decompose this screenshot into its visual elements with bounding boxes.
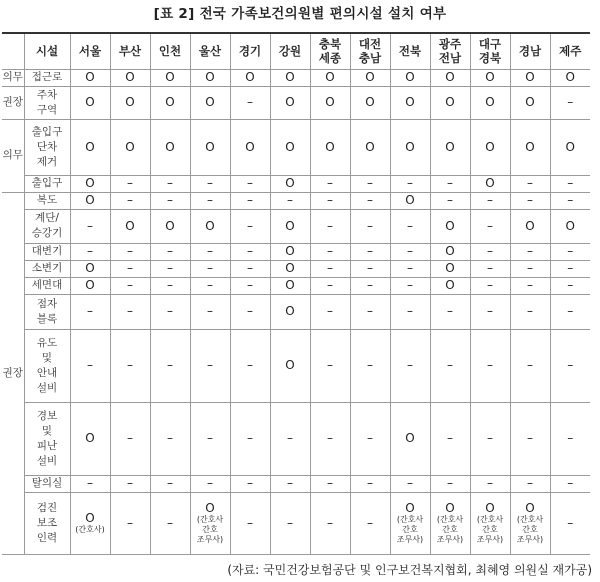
status-cell: – bbox=[230, 492, 270, 554]
status-cell: O bbox=[550, 69, 590, 86]
status-cell: – bbox=[430, 175, 470, 192]
status-cell: – bbox=[550, 277, 590, 294]
table-row bbox=[2, 329, 590, 402]
status-cell: O bbox=[430, 209, 470, 243]
table-row bbox=[2, 475, 590, 492]
status-cell: – bbox=[470, 475, 510, 492]
status-cell: – bbox=[350, 402, 390, 475]
status-cell: – bbox=[190, 329, 230, 402]
status-cell: O bbox=[510, 119, 550, 175]
table-row bbox=[2, 492, 590, 554]
status-cell: O bbox=[70, 260, 110, 277]
status-cell: – bbox=[430, 329, 470, 402]
status-cell: – bbox=[190, 260, 230, 277]
status-cell: – bbox=[510, 402, 550, 475]
status-cell: – bbox=[150, 294, 190, 329]
classification-cell: 의무 bbox=[2, 69, 24, 86]
status-cell: – bbox=[230, 260, 270, 277]
status-cell: – bbox=[190, 475, 230, 492]
status-cell: – bbox=[310, 192, 350, 209]
status-cell: – bbox=[230, 175, 270, 192]
status-cell: – bbox=[230, 402, 270, 475]
status-cell: – bbox=[390, 329, 430, 402]
status-cell: O bbox=[390, 69, 430, 86]
status-cell: – bbox=[230, 277, 270, 294]
status-cell: – bbox=[550, 402, 590, 475]
table-row bbox=[2, 294, 590, 329]
facility-label: 경보 및 피난 설비 bbox=[24, 402, 70, 475]
status-cell: – bbox=[230, 475, 270, 492]
status-cell: O bbox=[110, 209, 150, 243]
status-cell: – bbox=[270, 475, 310, 492]
status-cell: – bbox=[470, 209, 510, 243]
status-cell: – bbox=[510, 175, 550, 192]
status-cell: – bbox=[270, 492, 310, 554]
status-cell: – bbox=[150, 175, 190, 192]
status-cell: – bbox=[430, 475, 470, 492]
table-row bbox=[2, 175, 590, 192]
status-cell: O bbox=[430, 119, 470, 175]
status-cell: O bbox=[270, 69, 310, 86]
status-cell: – bbox=[310, 294, 350, 329]
status-cell: – bbox=[150, 192, 190, 209]
status-cell: O bbox=[190, 119, 230, 175]
status-cell: O bbox=[150, 209, 190, 243]
corner-cell bbox=[2, 33, 24, 69]
status-cell: – bbox=[70, 243, 110, 260]
status-cell: O bbox=[430, 260, 470, 277]
status-cell: – bbox=[110, 192, 150, 209]
status-cell: – bbox=[470, 329, 510, 402]
facility-label: 계단/ 승강기 bbox=[24, 209, 70, 243]
facility-label: 점자 블록 bbox=[24, 294, 70, 329]
status-cell: O bbox=[390, 402, 430, 475]
header-region: 강원 bbox=[270, 33, 310, 69]
facility-label: 대변기 bbox=[24, 243, 70, 260]
facility-label: 주차 구역 bbox=[24, 86, 70, 119]
status-cell: – bbox=[350, 294, 390, 329]
facility-label: 출입구 bbox=[24, 175, 70, 192]
status-cell: – bbox=[270, 402, 310, 475]
status-cell: – bbox=[310, 260, 350, 277]
status-cell: O bbox=[230, 69, 270, 86]
status-cell: – bbox=[550, 243, 590, 260]
table-body bbox=[2, 33, 590, 554]
status-cell: – bbox=[310, 243, 350, 260]
status-cell: – bbox=[350, 277, 390, 294]
header-region: 대구 경북 bbox=[470, 33, 510, 69]
status-cell: – bbox=[110, 329, 150, 402]
status-cell: – bbox=[150, 475, 190, 492]
header-region: 전북 bbox=[390, 33, 430, 69]
status-cell: – bbox=[390, 294, 430, 329]
table-row bbox=[2, 402, 590, 475]
header-region: 서울 bbox=[70, 33, 110, 69]
status-cell: O bbox=[310, 86, 350, 119]
status-cell: O bbox=[510, 209, 550, 243]
facility-label: 출입구 단차 제거 bbox=[24, 119, 70, 175]
status-cell: O bbox=[110, 86, 150, 119]
status-cell: – bbox=[230, 209, 270, 243]
status-cell: O bbox=[430, 277, 470, 294]
status-cell: – bbox=[550, 192, 590, 209]
header-region: 제주 bbox=[550, 33, 590, 69]
status-cell: – bbox=[470, 277, 510, 294]
header-region: 울산 bbox=[190, 33, 230, 69]
status-cell: – bbox=[350, 492, 390, 554]
status-cell: O bbox=[70, 402, 110, 475]
status-cell: – bbox=[350, 329, 390, 402]
status-cell: – bbox=[510, 192, 550, 209]
status-cell: O (간호사 간호 조무사) bbox=[190, 492, 230, 554]
status-cell: – bbox=[190, 243, 230, 260]
status-cell: – bbox=[190, 402, 230, 475]
status-cell: – bbox=[550, 260, 590, 277]
status-cell: – bbox=[510, 294, 550, 329]
status-cell: – bbox=[390, 209, 430, 243]
status-cell: O bbox=[150, 69, 190, 86]
status-cell: – bbox=[70, 329, 110, 402]
status-cell: – bbox=[550, 492, 590, 554]
status-cell: – bbox=[150, 402, 190, 475]
status-cell: O bbox=[230, 119, 270, 175]
status-cell: O bbox=[350, 119, 390, 175]
status-cell: – bbox=[110, 243, 150, 260]
status-cell: – bbox=[390, 175, 430, 192]
status-cell: – bbox=[150, 329, 190, 402]
status-cell: – bbox=[430, 402, 470, 475]
status-cell: – bbox=[190, 294, 230, 329]
status-cell: O bbox=[550, 209, 590, 243]
status-cell: – bbox=[310, 492, 350, 554]
status-cell: O (간호사 간호 조무사) bbox=[430, 492, 470, 554]
status-cell: – bbox=[550, 86, 590, 119]
status-cell: O bbox=[110, 69, 150, 86]
status-cell: – bbox=[390, 260, 430, 277]
status-cell: – bbox=[310, 402, 350, 475]
status-cell: – bbox=[350, 243, 390, 260]
header-row bbox=[2, 33, 590, 69]
status-cell: – bbox=[110, 402, 150, 475]
status-cell: O bbox=[70, 192, 110, 209]
status-cell: O bbox=[470, 119, 510, 175]
facility-table-wrapper bbox=[2, 32, 590, 555]
status-cell: O bbox=[550, 119, 590, 175]
status-cell: – bbox=[70, 475, 110, 492]
status-cell: – bbox=[150, 243, 190, 260]
status-cell: – bbox=[150, 492, 190, 554]
status-cell: – bbox=[110, 475, 150, 492]
classification-cell: 의무 bbox=[2, 119, 24, 192]
status-cell: O bbox=[270, 260, 310, 277]
source-note: (자료: 국민건강보험공단 및 인구보건복지협회, 최혜영 의원실 재가공) bbox=[227, 563, 592, 577]
status-cell: – bbox=[470, 402, 510, 475]
facility-label: 복도 bbox=[24, 192, 70, 209]
status-cell: O bbox=[470, 175, 510, 192]
status-cell: – bbox=[270, 192, 310, 209]
status-cell: – bbox=[70, 209, 110, 243]
table-row bbox=[2, 86, 590, 119]
status-cell: – bbox=[550, 294, 590, 329]
status-cell: O bbox=[510, 69, 550, 86]
status-cell: O bbox=[270, 209, 310, 243]
status-cell: O bbox=[70, 277, 110, 294]
status-cell: – bbox=[230, 86, 270, 119]
status-cell: – bbox=[390, 243, 430, 260]
status-cell: – bbox=[430, 192, 470, 209]
status-cell: O bbox=[270, 119, 310, 175]
table-row bbox=[2, 277, 590, 294]
table-title: [표 2] 전국 가족보건의원별 편의시설 설치 여부 bbox=[153, 6, 447, 22]
status-cell: O bbox=[270, 243, 310, 260]
status-cell: – bbox=[230, 329, 270, 402]
status-cell: – bbox=[230, 294, 270, 329]
status-cell: – bbox=[110, 260, 150, 277]
facility-label: 소변기 bbox=[24, 260, 70, 277]
status-cell: O (간호사 간호 조무사) bbox=[470, 492, 510, 554]
table-row bbox=[2, 192, 590, 209]
status-cell: – bbox=[470, 243, 510, 260]
header-region: 부산 bbox=[110, 33, 150, 69]
status-cell: – bbox=[470, 294, 510, 329]
status-cell: O bbox=[270, 277, 310, 294]
header-region: 인천 bbox=[150, 33, 190, 69]
status-cell: – bbox=[350, 260, 390, 277]
classification-cell: 권장 bbox=[2, 192, 24, 554]
status-cell: O bbox=[470, 69, 510, 86]
status-cell: O bbox=[350, 69, 390, 86]
status-cell: – bbox=[310, 209, 350, 243]
header-region: 대전 충남 bbox=[350, 33, 390, 69]
status-cell: – bbox=[350, 192, 390, 209]
status-cell: – bbox=[190, 277, 230, 294]
status-cell: – bbox=[550, 175, 590, 192]
status-cell: O bbox=[270, 294, 310, 329]
status-cell: O bbox=[270, 175, 310, 192]
status-cell: – bbox=[310, 175, 350, 192]
table-row bbox=[2, 243, 590, 260]
status-cell: O bbox=[190, 69, 230, 86]
facility-label: 유도 및 안내 설비 bbox=[24, 329, 70, 402]
status-cell: – bbox=[150, 260, 190, 277]
status-cell: O bbox=[70, 175, 110, 192]
status-cell: O bbox=[70, 86, 110, 119]
status-cell: – bbox=[310, 329, 350, 402]
status-cell: O bbox=[510, 86, 550, 119]
status-cell: – bbox=[350, 475, 390, 492]
status-cell: – bbox=[350, 175, 390, 192]
status-cell: O bbox=[390, 86, 430, 119]
status-cell: – bbox=[430, 294, 470, 329]
status-cell: – bbox=[470, 192, 510, 209]
status-cell: – bbox=[70, 294, 110, 329]
status-cell: O (간호사 간호 조무사) bbox=[510, 492, 550, 554]
status-cell: – bbox=[510, 243, 550, 260]
header-region: 경남 bbox=[510, 33, 550, 69]
table-row bbox=[2, 119, 590, 175]
status-cell: – bbox=[110, 294, 150, 329]
status-cell: O (간호사) bbox=[70, 492, 110, 554]
header-facility: 시설 bbox=[24, 33, 70, 69]
facility-label: 접근로 bbox=[24, 69, 70, 86]
status-cell: O bbox=[70, 69, 110, 86]
status-cell: – bbox=[230, 192, 270, 209]
facility-table bbox=[2, 32, 590, 555]
status-cell: O bbox=[190, 209, 230, 243]
status-cell: – bbox=[110, 277, 150, 294]
status-cell: – bbox=[350, 209, 390, 243]
status-cell: O bbox=[270, 86, 310, 119]
status-cell: O bbox=[470, 86, 510, 119]
status-cell: – bbox=[310, 475, 350, 492]
facility-label: 검진 보조 인력 bbox=[24, 492, 70, 554]
status-cell: O bbox=[430, 69, 470, 86]
header-region: 경기 bbox=[230, 33, 270, 69]
status-cell: O bbox=[310, 69, 350, 86]
status-cell: – bbox=[470, 260, 510, 277]
facility-label: 세면대 bbox=[24, 277, 70, 294]
status-cell: – bbox=[110, 492, 150, 554]
header-region: 충북 세종 bbox=[310, 33, 350, 69]
status-cell: – bbox=[550, 475, 590, 492]
status-cell: O bbox=[150, 119, 190, 175]
status-cell: O bbox=[390, 119, 430, 175]
status-cell: – bbox=[230, 243, 270, 260]
status-cell: O bbox=[430, 243, 470, 260]
header-region: 광주 전남 bbox=[430, 33, 470, 69]
facility-label: 탈의실 bbox=[24, 475, 70, 492]
status-cell: – bbox=[390, 475, 430, 492]
status-cell: O bbox=[310, 119, 350, 175]
status-cell: O bbox=[390, 192, 430, 209]
status-cell: O bbox=[190, 86, 230, 119]
status-cell: – bbox=[150, 277, 190, 294]
status-cell: – bbox=[110, 175, 150, 192]
status-cell: – bbox=[390, 277, 430, 294]
status-cell: – bbox=[550, 329, 590, 402]
status-cell: O bbox=[430, 86, 470, 119]
status-cell: O bbox=[350, 86, 390, 119]
status-cell: – bbox=[310, 277, 350, 294]
status-cell: O bbox=[70, 119, 110, 175]
status-cell: O bbox=[270, 329, 310, 402]
status-cell: – bbox=[510, 329, 550, 402]
status-cell: – bbox=[510, 475, 550, 492]
table-row bbox=[2, 69, 590, 86]
table-row bbox=[2, 260, 590, 277]
status-cell: – bbox=[510, 277, 550, 294]
status-cell: – bbox=[190, 175, 230, 192]
status-cell: O bbox=[110, 119, 150, 175]
status-cell: – bbox=[190, 192, 230, 209]
classification-cell: 권장 bbox=[2, 86, 24, 119]
status-cell: O (간호사 간호 조무사) bbox=[390, 492, 430, 554]
status-cell: – bbox=[510, 260, 550, 277]
status-cell: O bbox=[150, 86, 190, 119]
table-row bbox=[2, 209, 590, 243]
